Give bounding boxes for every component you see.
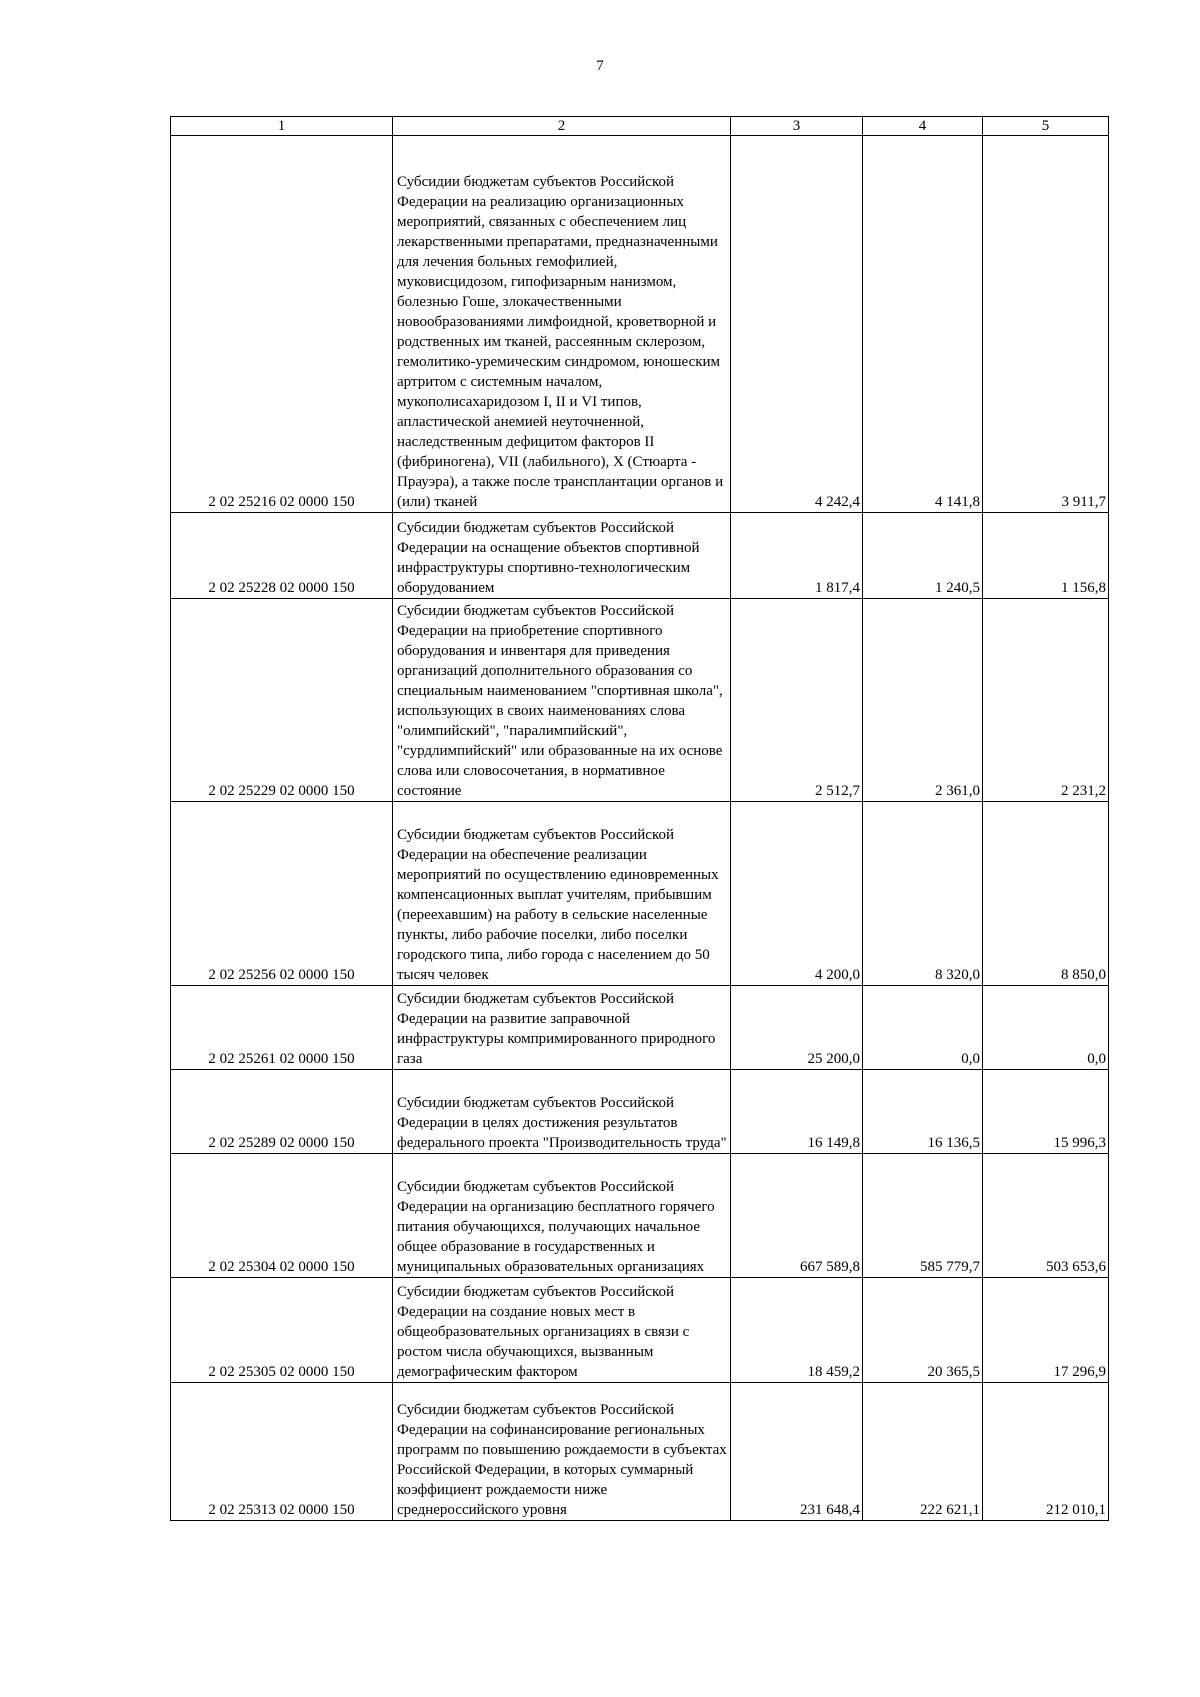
amount-col3: 4 242,4 xyxy=(731,136,863,513)
budget-item-name: Субсидии бюджетам субъектов Российской Федерации на реализацию организационных мероприятий, связанных с обеспечением лиц лекарственными препаратами, предназначенными для лечения больных гемофилией, муковисцидозом, гипофизарным нанизмом, болезнью Гоше, злокачественными новообразованиями лимфоидной, кроветворной и родственных им тканей, рассеянным склерозом, гемолитико-уремическим синдромом, юношеским артритом с системным началом, мукополисахаридозом I, II и VI типов, апластической анемией неуточненной, наследственным дефицитом факторов II (фибриногена), VII (лабильного), X (Стюарта - Прауэра), а также после трансплантации органов и (или) тканей xyxy=(393,136,731,513)
amount-col5: 2 231,2 xyxy=(983,599,1109,802)
budget-table xyxy=(170,116,1109,1521)
table-row xyxy=(171,1383,1109,1521)
amount-col5: 212 010,1 xyxy=(983,1383,1109,1521)
amount-col3: 4 200,0 xyxy=(731,802,863,986)
budget-code: 2 02 25216 02 0000 150 xyxy=(171,136,393,513)
amount-col3: 1 817,4 xyxy=(731,513,863,599)
header-cell-5: 5 xyxy=(983,117,1109,136)
amount-col5: 17 296,9 xyxy=(983,1278,1109,1383)
amount-col3: 231 648,4 xyxy=(731,1383,863,1521)
amount-col5: 8 850,0 xyxy=(983,802,1109,986)
table-row xyxy=(171,802,1109,986)
amount-col5: 15 996,3 xyxy=(983,1070,1109,1154)
amount-col4: 222 621,1 xyxy=(863,1383,983,1521)
budget-code: 2 02 25228 02 0000 150 xyxy=(171,513,393,599)
amount-col5: 0,0 xyxy=(983,986,1109,1070)
budget-code: 2 02 25305 02 0000 150 xyxy=(171,1278,393,1383)
table-row xyxy=(171,1154,1109,1278)
header-cell-4: 4 xyxy=(863,117,983,136)
budget-code: 2 02 25289 02 0000 150 xyxy=(171,1070,393,1154)
amount-col3: 25 200,0 xyxy=(731,986,863,1070)
table-row xyxy=(171,513,1109,599)
budget-code: 2 02 25304 02 0000 150 xyxy=(171,1154,393,1278)
budget-item-name: Субсидии бюджетам субъектов Российской Федерации на софинансирование региональных программ по повышению рождаемости в субъектах Российской Федерации, в которых суммарный коэффициент рождаемости ниже среднероссийского уровня xyxy=(393,1383,731,1521)
budget-item-name: Субсидии бюджетам субъектов Российской Федерации на развитие заправочной инфраструктуры компримированного природного газа xyxy=(393,986,731,1070)
page-number: 7 xyxy=(596,58,604,74)
amount-col4: 2 361,0 xyxy=(863,599,983,802)
budget-code: 2 02 25256 02 0000 150 xyxy=(171,802,393,986)
budget-code: 2 02 25261 02 0000 150 xyxy=(171,986,393,1070)
amount-col4: 16 136,5 xyxy=(863,1070,983,1154)
amount-col3: 667 589,8 xyxy=(731,1154,863,1278)
header-cell-2: 2 xyxy=(393,117,731,136)
amount-col3: 16 149,8 xyxy=(731,1070,863,1154)
table-row xyxy=(171,599,1109,802)
amount-col3: 2 512,7 xyxy=(731,599,863,802)
budget-code: 2 02 25229 02 0000 150 xyxy=(171,599,393,802)
amount-col4: 8 320,0 xyxy=(863,802,983,986)
amount-col5: 1 156,8 xyxy=(983,513,1109,599)
budget-item-name: Субсидии бюджетам субъектов Российской Федерации на организацию бесплатного горячего питания обучающихся, получающих начальное общее образование в государственных и муниципальных образовательных организациях xyxy=(393,1154,731,1278)
table-row xyxy=(171,1070,1109,1154)
header-cell-1: 1 xyxy=(171,117,393,136)
amount-col4: 4 141,8 xyxy=(863,136,983,513)
budget-item-name: Субсидии бюджетам субъектов Российской Федерации на приобретение спортивного оборудования и инвентаря для приведения организаций дополнительного образования со специальным наименованием "спортивная школа", использующих в своих наименованиях слова "олимпийский", "паралимпийский", "сурдлимпийский" или образованные на их основе слова или словосочетания, в нормативное состояние xyxy=(393,599,731,802)
amount-col4: 1 240,5 xyxy=(863,513,983,599)
budget-item-name: Субсидии бюджетам субъектов Российской Федерации в целях достижения результатов федерального проекта "Производительность труда" xyxy=(393,1070,731,1154)
table-header-row xyxy=(171,117,1109,136)
amount-col4: 585 779,7 xyxy=(863,1154,983,1278)
amount-col4: 0,0 xyxy=(863,986,983,1070)
amount-col5: 3 911,7 xyxy=(983,136,1109,513)
amount-col5: 503 653,6 xyxy=(983,1154,1109,1278)
budget-item-name: Субсидии бюджетам субъектов Российской Федерации на создание новых мест в общеобразовательных организациях в связи с ростом числа обучающихся, вызванным демографическим фактором xyxy=(393,1278,731,1383)
table-row xyxy=(171,986,1109,1070)
amount-col3: 18 459,2 xyxy=(731,1278,863,1383)
header-cell-3: 3 xyxy=(731,117,863,136)
table-row xyxy=(171,1278,1109,1383)
amount-col4: 20 365,5 xyxy=(863,1278,983,1383)
table-row xyxy=(171,136,1109,513)
budget-code: 2 02 25313 02 0000 150 xyxy=(171,1383,393,1521)
budget-item-name: Субсидии бюджетам субъектов Российской Федерации на обеспечение реализации мероприятий по осуществлению единовременных компенсационных выплат учителям, прибывшим (переехавшим) на работу в сельские населенные пункты, либо рабочие поселки, либо поселки городского типа, либо города с населением до 50 тысяч человек xyxy=(393,802,731,986)
budget-item-name: Субсидии бюджетам субъектов Российской Федерации на оснащение объектов спортивной инфраструктуры спортивно-технологическим оборудованием xyxy=(393,513,731,599)
